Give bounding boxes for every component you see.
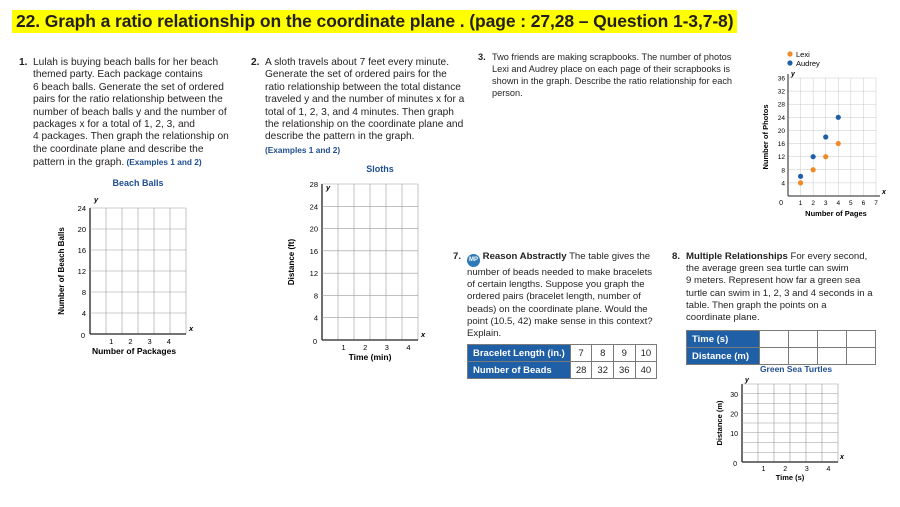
y-tick-label: 30 (730, 391, 738, 399)
text-line: Generate the set of ordered pairs for the (265, 69, 447, 81)
y-tick-label: 20 (730, 411, 738, 419)
scrapbook-scatter-chart (756, 48, 896, 218)
y-tick-label: 28 (777, 101, 785, 109)
text-line: ratio relationship between the total distance (265, 81, 461, 93)
question-2-text (265, 57, 475, 156)
x-tick-label: 2 (363, 343, 368, 352)
text-line: describe the pattern in the graph. (265, 131, 415, 143)
question-3-text (492, 51, 762, 99)
text-line: coordinate plane. (686, 312, 760, 324)
x-tick-label: 2 (783, 466, 788, 473)
table-cell: 9 (614, 345, 636, 362)
y-tick-label: 20 (309, 224, 318, 234)
text-line: number of beach balls y and the number of (33, 106, 227, 118)
text-line: themed party. Each package contains (33, 69, 203, 81)
table-cell: 36 (614, 362, 636, 379)
y-axis-label: Distance (m) (715, 400, 724, 446)
y-tick-label: 12 (309, 269, 318, 279)
table-row (468, 345, 657, 362)
text-line: number of beads needed to make bracelets (467, 267, 653, 278)
y-tick-label: 4 (781, 180, 785, 188)
row-header: Time (s) (687, 331, 760, 348)
table-row (687, 331, 876, 348)
y-axis-label: Number of Photos (761, 104, 770, 170)
blank-cell[interactable] (818, 331, 847, 348)
table-cell: 8 (592, 345, 614, 362)
x-tick-label: 3 (384, 343, 389, 352)
y-tick-label: 24 (777, 114, 785, 122)
text-line: the average green sea turtle can swim (686, 263, 849, 275)
question-7-text-first: The table gives the (569, 251, 651, 262)
text-line: 9 meters. Represent how far a green sea (686, 275, 861, 287)
x-tick-label: 3 (823, 200, 828, 207)
y-tick-label: 16 (777, 141, 785, 149)
x-tick-label: 4 (836, 200, 841, 207)
x-tick-label: 4 (166, 337, 171, 346)
y-axis-label: Distance (ft) (287, 238, 296, 286)
x-tick-label: 1 (761, 466, 766, 473)
text-line: traveled y and the number of minutes x for a (265, 94, 465, 106)
y-tick-label: 10 (730, 430, 738, 438)
page-title: 22. Graph a ratio relationship on the coordinate plane . (page : 27,28 – Question 1-3,7-8) (12, 10, 737, 33)
bracelet-table (467, 344, 657, 379)
x-variable: x (840, 454, 844, 461)
question-8-heading: Multiple Relationships (686, 251, 788, 262)
examples-reference: (Examples 1 and 2) (265, 144, 341, 155)
x-tick-label: 4 (826, 466, 831, 473)
y-variable: y (326, 183, 331, 192)
y-tick-label: 8 (81, 288, 86, 297)
text-line: table. Then graph the points on a (686, 299, 827, 311)
text-line: 4 packages. Then graph the relationship on (33, 131, 229, 143)
text-line: 6 beach balls. Generate the set of ordered (33, 81, 224, 93)
y-tick-label: 24 (309, 202, 318, 212)
text-line: A sloth travels about 7 feet every minute. (265, 57, 450, 68)
text-line: packages x for a total of 1, 2, 3, and (33, 119, 195, 131)
text-line: ordered pairs (bracelet length, number of (467, 291, 641, 303)
origin-label: 0 (80, 331, 85, 340)
data-point (823, 154, 828, 159)
question-number: 3. (478, 52, 486, 62)
graph-title: Beach Balls (112, 178, 164, 188)
x-variable: x (882, 189, 886, 196)
x-axis-label: Time (s) (775, 473, 805, 482)
question-3 (478, 51, 762, 99)
text-line: Lulah is buying beach balls for her beach (33, 57, 219, 68)
x-variable: x (421, 330, 426, 339)
table-cell: 10 (635, 345, 657, 362)
text-line: shown in the graph. Describe the ratio relationship for each (492, 76, 733, 86)
blank-cell[interactable] (789, 331, 818, 348)
table-cell: 7 (570, 345, 592, 362)
text-line: Two friends are making scrapbooks. The number of photos (492, 52, 732, 62)
legend-marker (787, 60, 792, 65)
y-tick-label: 28 (309, 180, 318, 189)
y-tick-label: 4 (81, 309, 86, 318)
blank-cell[interactable] (847, 331, 876, 348)
table-cell: 32 (592, 362, 614, 379)
y-tick-label: 4 (313, 313, 318, 323)
graph-title: Green Sea Turtles (759, 364, 833, 374)
data-point (836, 141, 841, 146)
legend-label: Lexi (796, 50, 810, 59)
examples-reference: (Examples 1 and 2) (124, 157, 202, 168)
data-point (823, 134, 828, 139)
sloths-grid[interactable] (282, 160, 442, 365)
y-tick-label: 12 (777, 154, 785, 162)
x-tick-label: 2 (811, 200, 815, 207)
y-variable: y (94, 195, 99, 204)
y-tick-label: 32 (777, 88, 785, 96)
text-line: point (10.5, 42) make sense in this context? (467, 315, 653, 327)
x-axis-label: Number of Packages (91, 346, 177, 356)
y-tick-label: 12 (77, 267, 86, 276)
data-point (836, 115, 841, 120)
x-tick-label: 4 (406, 343, 411, 352)
blank-cell[interactable] (760, 331, 789, 348)
x-axis-label: Number of Pages (805, 209, 867, 218)
y-tick-label: 16 (309, 246, 318, 256)
y-tick-label: 36 (777, 75, 785, 83)
text-line: pairs for the ratio relationship between the (33, 94, 223, 106)
text-line: of certain lengths. Suppose you graph the (467, 279, 645, 291)
question-1-text (33, 57, 238, 170)
text-line: turtle can swim in 1, 2, 3 and 4 seconds in a (686, 287, 873, 299)
green-sea-turtles-grid[interactable] (710, 362, 860, 492)
x-tick-label: 6 (861, 200, 866, 207)
y-tick-label: 20 (77, 225, 86, 234)
data-point (798, 174, 803, 179)
y-tick-label: 24 (77, 204, 86, 213)
question-8-text (686, 263, 891, 324)
y-axis-label: Number of Beach Balls (57, 227, 66, 315)
origin-label: 0 (312, 337, 317, 346)
x-variable: x (189, 324, 194, 333)
turtle-table[interactable] (686, 330, 876, 365)
x-tick-label: 1 (109, 337, 114, 346)
row-header: Distance (m) (687, 348, 760, 365)
question-number: 1. (19, 57, 28, 68)
question-number: 8. (672, 251, 681, 262)
row-header: Bracelet Length (in.) (468, 345, 571, 362)
text-line: pattern in the graph. (Examples 1 and 2) (33, 157, 202, 169)
graph-title: Sloths (366, 164, 394, 174)
mathematical-practice-icon: MP (467, 254, 480, 267)
x-tick-label: 2 (128, 337, 133, 346)
y-tick-label: 16 (77, 246, 86, 255)
question-1 (19, 57, 238, 170)
question-7-heading: Reason Abstractly (482, 251, 567, 262)
question-2 (251, 57, 475, 156)
row-header: Number of Beads (468, 362, 571, 379)
text-line: person. (492, 88, 523, 98)
y-tick-label: 20 (777, 127, 785, 135)
y-variable: y (745, 377, 749, 384)
y-variable: y (791, 71, 795, 78)
table-row (468, 362, 657, 379)
table-cell: 40 (635, 362, 657, 379)
x-tick-label: 3 (147, 337, 152, 346)
text-line: the relationship on the coordinate plane and (265, 119, 464, 131)
question-number: 7. (453, 251, 462, 262)
x-tick-label: 7 (874, 200, 878, 207)
y-tick-label: 8 (781, 167, 785, 175)
question-8-heading-line (686, 251, 891, 263)
y-tick-label: 8 (313, 291, 318, 301)
beach-balls-grid[interactable] (52, 170, 212, 360)
text-line: the coordinate plane and describe the (33, 143, 204, 155)
question-7-text (467, 267, 667, 340)
x-tick-label: 1 (798, 200, 803, 207)
text-line: Explain. (467, 328, 502, 340)
text-line: Lexi and Audrey place on each page of their scrapbooks is (492, 64, 731, 74)
x-axis-label: Time (min) (348, 352, 392, 362)
data-point (811, 154, 816, 159)
question-8 (672, 251, 891, 324)
text-line: beads) on the coordinate plane. Would the (467, 303, 648, 315)
origin-label: 0 (733, 461, 737, 468)
question-7-heading-line (467, 251, 667, 267)
legend-marker (787, 51, 792, 56)
x-tick-label: 3 (804, 466, 809, 473)
data-point (811, 167, 816, 172)
origin-label: 0 (779, 200, 783, 207)
table-cell: 28 (570, 362, 592, 379)
text-line: total of 1, 2, 3, and 4 minutes. Then graph (265, 106, 454, 118)
x-tick-label: 1 (341, 343, 346, 352)
question-number: 2. (251, 57, 260, 68)
legend-label: Audrey (796, 59, 820, 68)
data-point (798, 180, 803, 185)
question-7 (453, 251, 667, 340)
x-tick-label: 5 (849, 200, 853, 207)
question-8-text-first: For every second, (790, 251, 868, 262)
